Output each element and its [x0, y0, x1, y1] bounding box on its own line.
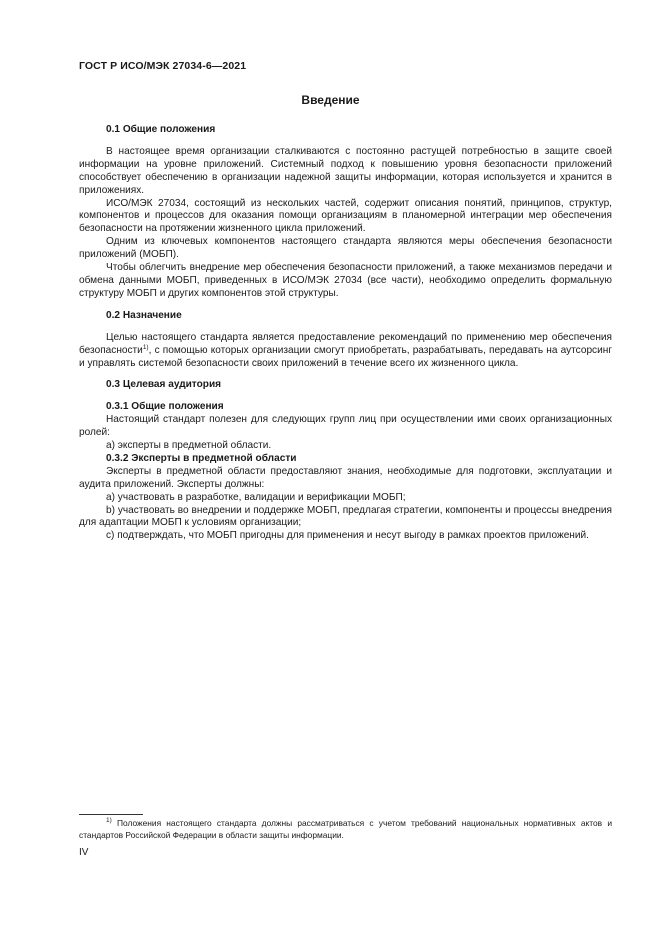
- section-0-1-paragraph-4: Чтобы облегчить внедрение мер обеспечения безопасности приложений, а также механизмов передачи и обмена данными МОБП, приведенных в ИСО/МЭК 27034 (все части), необходимо определить формальную структуру МОБП и других компонентов этой структуры.: [79, 262, 612, 299]
- section-0-3-2-list-item-c: c) подтверждать, что МОБП пригодны для применения и несут выгоду в рамках проектов приложений.: [106, 530, 589, 542]
- section-0-3-2-heading: 0.3.2 Эксперты в предметной области: [106, 452, 297, 464]
- section-0-1-heading: 0.1 Общие положения: [106, 124, 216, 135]
- footnote: [79, 818, 612, 841]
- section-0-3-2-paragraph-1: Эксперты в предметной области предоставляют знания, необходимые для подготовки, эксплуатации и аудита приложений. Эксперты должны:: [79, 465, 612, 490]
- section-0-3-2-list-item-b: b) участвовать во внедрении и поддержке МОБП, предлагая стратегии, компоненты и процессы внедрения для адаптации МОБП к условиям организации;: [79, 504, 612, 529]
- section-0-3-1-paragraph-1: Настоящий стандарт полезен для следующих групп лиц при осуществлении ими своих организационных ролей:: [79, 414, 612, 439]
- section-0-2-paragraph-1: [79, 332, 612, 371]
- section-0-2-text-after: , с помощью которых организации смогут приобретать, разрабатывать, передавать на аутсорсинг и управлять системой безопасности своих приложений в течение всего их жизненного цикла.: [79, 344, 612, 369]
- section-0-3-1-heading: 0.3.1 Общие положения: [106, 401, 224, 413]
- footnote-divider: [79, 814, 143, 815]
- section-0-3-2-list-item-a: a) участвовать в разработке, валидации и верификации МОБП;: [106, 491, 406, 503]
- section-0-1-paragraph-2: ИСО/МЭК 27034, состоящий из нескольких частей, содержит описания понятий, принципов, структур, компонентов и процессов для оказания помощи организациям в планомерной интеграции мер обеспечения безопасности на протяжении жизненного цикла приложений.: [79, 197, 612, 235]
- section-0-1-paragraph-3: Одним из ключевых компонентов настоящего стандарта являются меры обеспечения безопасности приложений (МОБП).: [79, 236, 612, 261]
- section-0-2-text-before: Целью настоящего стандарта является предоставление рекомендаций по применению мер обеспечения безопасности: [79, 331, 612, 356]
- section-0-1-paragraph-1: В настоящее время организации сталкиваются с постоянно растущей потребностью в защите своей информации на уровне приложений. Системный подход к повышению уровня безопасности приложений способствует обеспечению в организации надежной защиты информации, которая используется и хранится в приложениях.: [79, 145, 612, 196]
- section-0-3-heading: 0.3 Целевая аудитория: [106, 379, 222, 391]
- footnote-text: Положения настоящего стандарта должны рассматриваться с учетом требований национальных нормативных актов и стандартов Российской Федерации в области защиты информации.: [79, 818, 612, 840]
- page-number: IV: [79, 847, 89, 858]
- document-body: [79, 124, 612, 543]
- document-id: ГОСТ Р ИСО/МЭК 27034-6—2021: [79, 60, 247, 72]
- page-title: Введение: [301, 93, 360, 107]
- section-0-3-1-list-item-a: а) эксперты в предметной области.: [106, 440, 272, 452]
- section-0-2-heading: 0.2 Назначение: [106, 309, 182, 321]
- footnote-marker: 1): [106, 817, 112, 824]
- footnote-reference: 1): [142, 343, 149, 351]
